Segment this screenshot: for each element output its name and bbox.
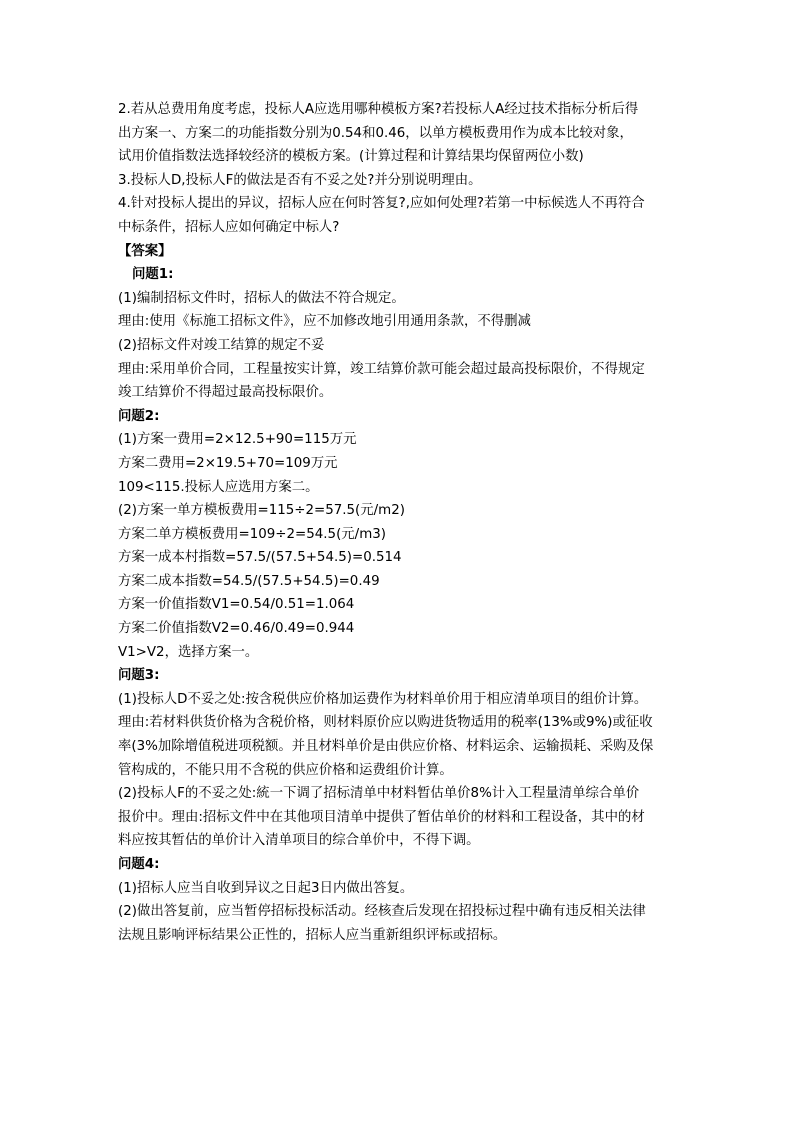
text-line: (2)方案一单方模板费用=115÷2=57.5(元/m2) xyxy=(118,503,405,519)
text-line: 理由:使用《标施工招标文件》，应不加修改地引用通用条款，不得删减 xyxy=(118,314,531,330)
text-line: 方案一价值指数V1=0.54/0.51=1.064 xyxy=(118,597,355,613)
text-line: 中标条件，招标人应如何确定中标人? xyxy=(118,219,340,235)
text-line: 竣工结算价不得超过最高投标限价。 xyxy=(118,385,333,401)
text-line: 方案二费用=2×19.5+70=109万元 xyxy=(118,455,338,471)
text-line: (2)招标文件对竣工结算的规定不妥 xyxy=(118,337,325,353)
text-line: 方案一成本村指数=57.5/(57.5+54.5)=0.514 xyxy=(118,550,402,566)
text-line: 试用价值指数法选择较经济的模板方案。(计算过程和计算结果均保留两位小数) xyxy=(118,149,584,165)
text-line: 管构成的，不能只用不含税的供应价格和运费组价计算。 xyxy=(118,762,453,778)
text-line: 率(3%加除增值税进项税额。并且材料单价是由供应价格、材料运余、运输损耗、采购及保 xyxy=(118,739,654,755)
text-line: 109<115.投标人应选用方案二。 xyxy=(118,479,319,495)
text-line: 理由:采用单价合同，工程量按实计算，竣工结算价款可能会超过最高投标限价，不得规定 xyxy=(118,361,645,377)
text-line: (2)做出答复前，应当暂停招标投标活动。经核查后发现在招投标过程中确有违反相关法律 xyxy=(118,904,646,920)
document-body xyxy=(118,98,678,947)
text-line: 料应按其暂估的单价计入清单项目的综合单价中，不得下调。 xyxy=(118,833,480,849)
section-heading: 问题3: xyxy=(118,668,160,684)
section-heading: 问题4: xyxy=(118,857,160,872)
text-line: 报价中。理由:招标文件中在其他项目清单中提供了暂估单价的材料和工程设备，其中的材 xyxy=(118,809,645,825)
text-line: (1)编制招标文件时，招标人的做法不符合规定。 xyxy=(118,290,405,306)
text-line: 方案二成本指数=54.5/(57.5+54.5)=0.49 xyxy=(118,573,380,589)
text-line: (1)方案一费用=2×12.5+90=115万元 xyxy=(118,432,357,448)
section-heading: 【答案】 xyxy=(118,243,172,259)
text-line: 4.针对投标人提出的异议，招标人应在何时答复?,应如何处理?若第一中标候选人不再符合 xyxy=(118,196,645,212)
text-line: 方案二价值指数V2=0.46/0.49=0.944 xyxy=(118,621,355,637)
text-line: 3.投标人D,投标人F的做法是否有不妥之处?并分别说明理由。 xyxy=(118,172,482,188)
text-line: V1>V2，选择方案一。 xyxy=(118,644,259,660)
text-line: 法规且影响评标结果公正性的，招标人应当重新组织评标或招标。 xyxy=(118,927,507,943)
section-heading: 问题1: xyxy=(132,267,174,283)
text-line: 2.若从总费用角度考虑，投标人A应选用哪种模板方案?若投标人A经过技术指标分析后得 xyxy=(118,102,639,117)
text-line: (2)投标人F的不妥之处:統一下调了招标清单中材料暂估单价8%计入工程量清单综合单价 xyxy=(118,786,640,802)
text-line: 理由:若材料供货价格为含税价格，则材料原价应以购进货物适用的税率(13%或9%)或征收 xyxy=(118,715,653,731)
text-line: 出方案一、方案二的功能指数分别为0.54和0.46，以单方模板费用作为成本比较对象， xyxy=(118,125,633,141)
text-line: (1)招标人应当自收到异议之日起3日内做出答复。 xyxy=(118,880,414,896)
text-line: 方案二单方模板费用=109÷2=54.5(元/m3) xyxy=(118,526,386,542)
section-heading: 问题2: xyxy=(118,408,160,424)
text-line: (1)投标人D不妥之处:按含税供应价格加运费作为材料单价用于相应清单项目的组价计算。 xyxy=(118,691,648,707)
